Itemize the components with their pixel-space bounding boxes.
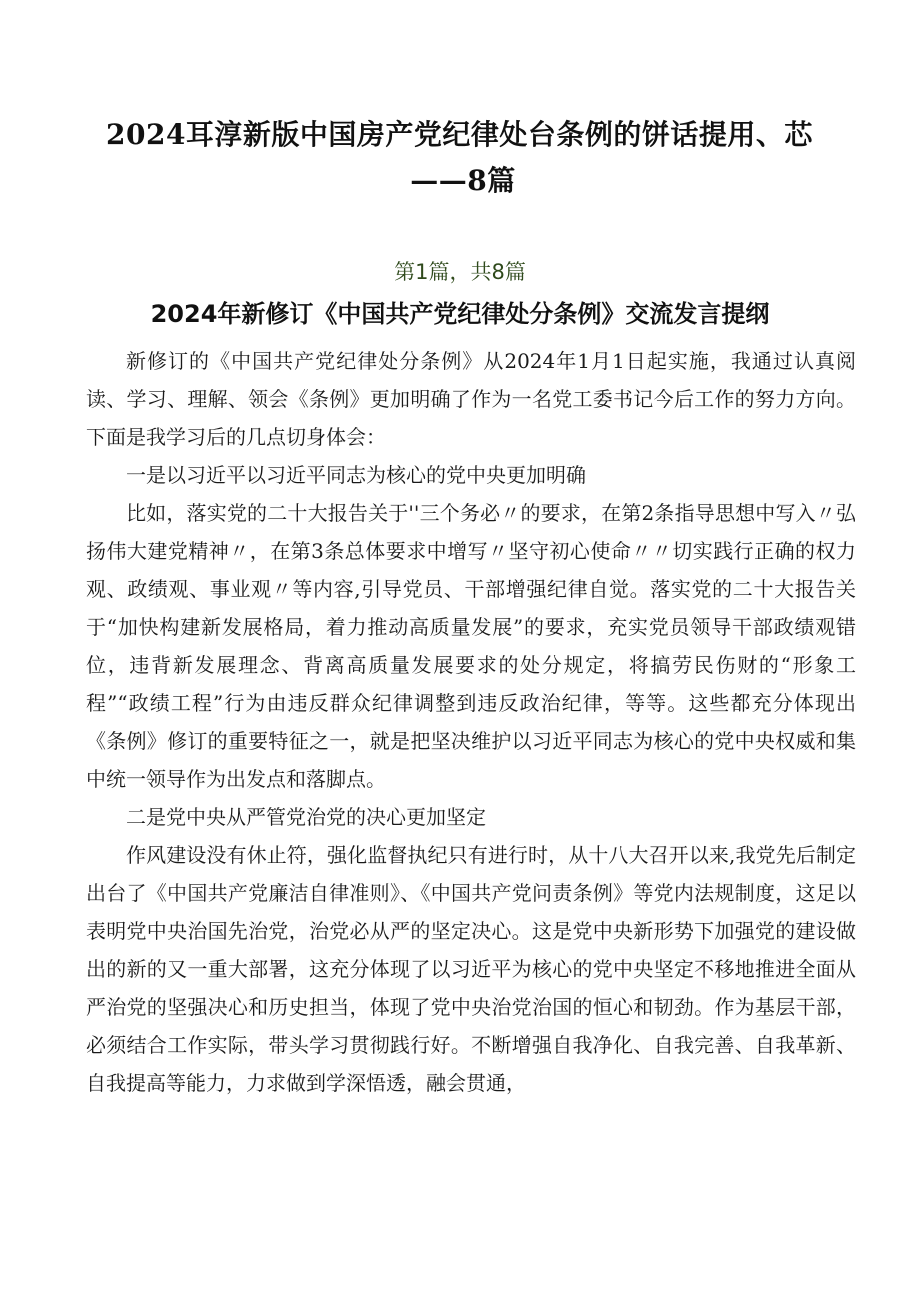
- paragraph-heading-2: 二是党中央从严管党治党的决心更加坚定: [126, 805, 486, 829]
- part-label: 第1篇，共8篇: [394, 260, 526, 284]
- document-title-line-2: ——8篇: [410, 164, 516, 197]
- document-title: [98, 112, 828, 204]
- paragraph-body-1: 比如，落实党的二十大报告关于''三个务必〃的要求，在第2条指导思想中写入〃弘扬伟大建党精神〃，在第3条总体要求中增写〃坚守初心使命〃〃切实践行正确的权力观、政绩观、事业观〃等内容,引导党员、干部增强纪律自觉。落实党的二十大报告关于“加快构建新发展格局，着力推动高质量发展”的要求，充实党员领导干部政绩观错位，违背新发展理念、背离高质量发展要求的处分规定，将搞劳民伤财的“形象工程”“政绩工程”行为由违反群众纪律调整到违反政治纪律，等等。这些都充分体现出《条例》修订的重要特征之一，就是把坚决维护以习近平同志为核心的党中央权威和集中统一领导作为出发点和落脚点。: [86, 501, 856, 791]
- paragraph-body-2: 作风建设没有休止符，强化监督执纪只有进行时，从十八大召开以来,我党先后制定出台了《中国共产党廉洁自律准则》、《中国共产党问责条例》等党内法规制度，这足以表明党中央治国先治党，治党必从严的坚定决心。这是党中央新形势下加强党的建设做出的新的又一重大部署，这充分体现了以习近平为核心的党中央坚定不移地推进全面从严治党的坚强决心和历史担当，体现了党中央治党治国的恒心和韧劲。作为基层干部，必须结合工作实际，带头学习贯彻践行好。不断增强自我净化、自我完善、自我革新、自我提高等能力，力求做到学深悟透，融会贯通，: [86, 843, 856, 1095]
- paragraph-intro: 新修订的《中国共产党纪律处分条例》从2024年1月1日起实施，我通过认真阅读、学习、理解、领会《条例》更加明确了作为一名党工委书记今后工作的努力方向。下面是我学习后的几点切身体会：: [86, 349, 856, 449]
- document-title-line-1: 2024耳淳新版中国房产党纪律处台条例的饼话提用、芯: [106, 118, 813, 151]
- body-text: [86, 342, 856, 1102]
- section-title: 2024年新修订《中国共产党纪律处分条例》交流发言提纲: [150, 300, 770, 328]
- paragraph-heading-1: 一是以习近平以习近平同志为核心的党中央更加明确: [126, 463, 586, 487]
